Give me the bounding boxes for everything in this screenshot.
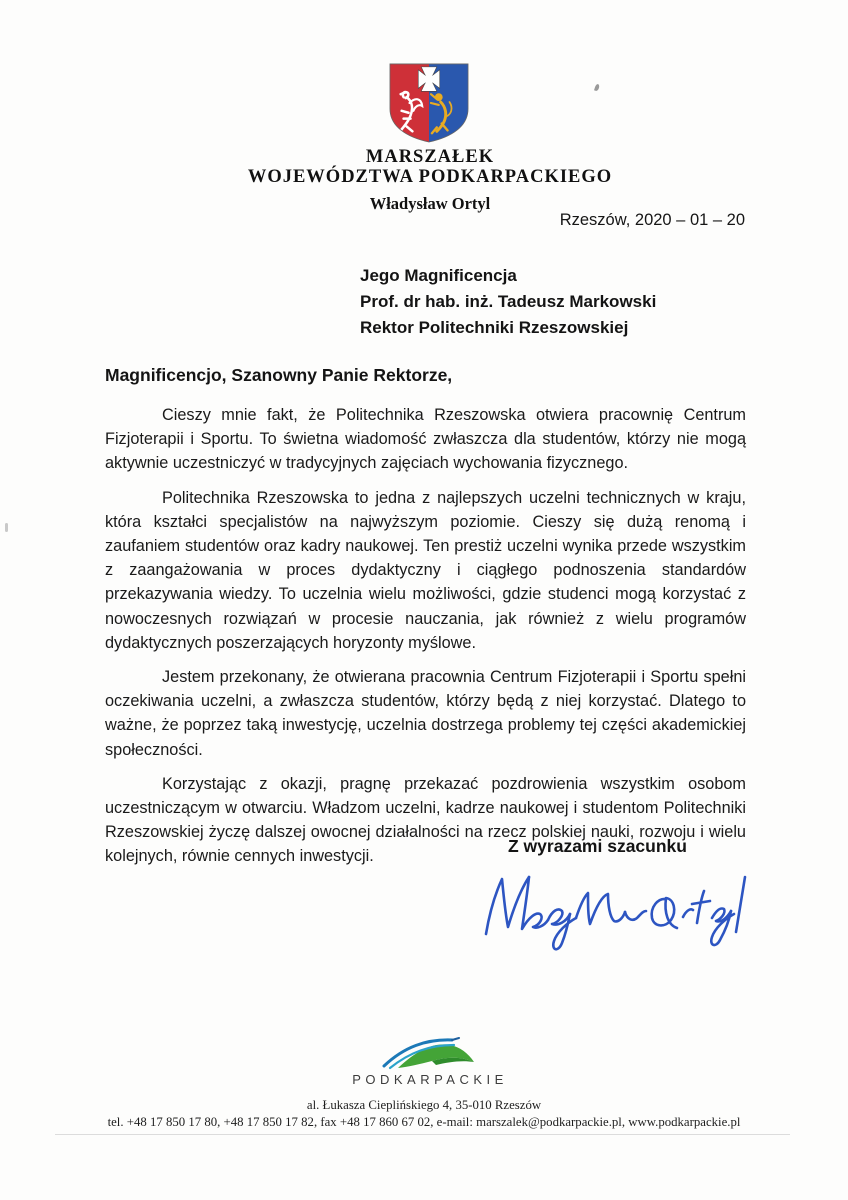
addressee-line: Rektor Politechniki Rzeszowskiej	[360, 318, 629, 337]
addressee-block	[360, 263, 656, 341]
signature-handwriting	[478, 866, 750, 961]
letter-body	[105, 403, 746, 879]
closing-phrase: Z wyrazami szacunku	[508, 836, 687, 856]
letterhead	[174, 147, 686, 213]
scan-speck	[5, 523, 8, 532]
marshal-name: Władysław Ortyl	[369, 194, 491, 213]
addressee-line: Prof. dr hab. inż. Tadeusz Markowski	[360, 292, 657, 311]
addressee-line: Jego Magnificencja	[360, 266, 517, 285]
salutation: Magnificencjo, Szanowny Panie Rektorze,	[105, 365, 453, 385]
logo-text: PODKARPACKIE	[352, 1072, 508, 1087]
body-paragraph: Korzystając z okazji, pragnę przekazać pozdrowienia wszystkim osobom uczestniczącym w otwarciu. Władzom uczelni, kadrze naukowej i studentom Politechniki Rzeszowskiej życzę dalszej owocnej działalności na rzecz polskiej nauki, rozwoju i wielu kolejnych, równie cennych inwestycji.	[105, 774, 746, 866]
address-line: tel. +48 17 850 17 80, +48 17 850 17 82, fax +48 17 860 67 02, e-mail: marszalek@podkarpackie.pl, www.podkarpackie.pl	[107, 1114, 741, 1129]
coat-of-arms	[387, 62, 471, 144]
scan-speck	[594, 84, 600, 92]
podkarpackie-logo	[344, 1035, 516, 1087]
logo-navy-tip	[452, 1038, 459, 1040]
date-line: Rzeszów, 2020 – 01 – 20	[559, 211, 745, 229]
podkarpackie-logo-icon	[380, 1035, 480, 1071]
scan-artifact-line	[55, 1134, 790, 1135]
body-paragraph: Cieszy mnie fakt, że Politechnika Rzeszowska otwiera pracownię Centrum Fizjoterapii i Sportu. To świetna wiadomość zwłaszcza dla studentów, którzy nie mogą aktywnie uczestniczyć w tradycyjnych zajęciach wychowania fizycznego.	[105, 406, 746, 473]
office-title-line1: MARSZAŁEK	[365, 147, 495, 167]
body-paragraph: Jestem przekonany, że otwierana pracownia Centrum Fizjoterapii i Sportu spełni oczekiwania uczelni, a zwłaszcza studentów, którzy będą z niej korzystać. Dlatego to ważne, że poprzez taką inwestycję, uczelnia dostrzega problemy tej części akademickiej społeczności.	[105, 668, 746, 759]
footer-address	[0, 1097, 848, 1130]
office-title-line2: WOJEWÓDZTWA PODKARPACKIEGO	[247, 167, 613, 187]
address-line: al. Łukasza Cieplińskiego 4, 35-010 Rzeszów	[306, 1098, 542, 1112]
body-paragraph: Politechnika Rzeszowska to jedna z najlepszych uczelni technicznych w kraju, która kształci specjalistów na najwyższym poziomie. Cieszy się dużą renomą i zaufaniem studentów oraz kadry naukowej. Ten prestiż uczelni wynika przede wszystkim z zaangażowania w proces dydaktyczny i ciągłego podnoszenia standardów przekazywania wiedzy. To uczelnia wielu możliwości, gdzie studenci mogą korzystać z nowoczesnych rozwiązań w procesie nauczania, jak również z wielu programów dydaktycznych poszerzających horyzonty myślowe.	[105, 488, 746, 652]
